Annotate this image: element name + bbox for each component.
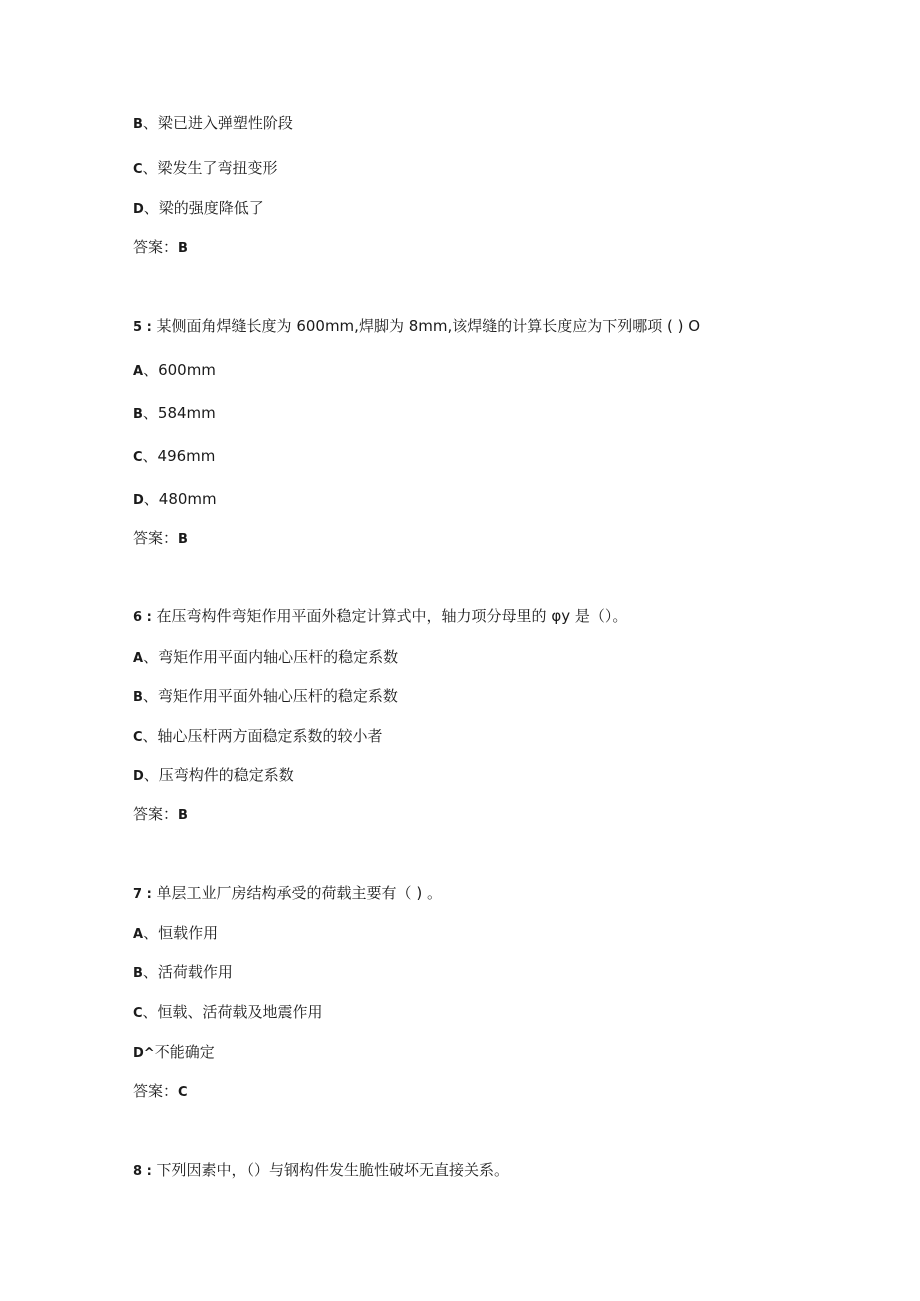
line-prefix: B <box>133 117 143 132</box>
line-text: 、梁已进入弹塑性阶段 <box>142 114 293 132</box>
line-prefix: B <box>133 690 143 705</box>
line-prefix: A <box>133 927 144 942</box>
line-text: 、梁发生了弯扭变形 <box>142 159 278 177</box>
text-line <box>133 113 293 135</box>
line-prefix: D <box>133 493 144 508</box>
line-text: 、活荷载作用 <box>142 963 233 981</box>
line-prefix: 8 : <box>133 1164 152 1179</box>
text-line <box>133 726 383 748</box>
text-line <box>133 198 264 220</box>
line-text: 、弯矩作用平面内轴心压杆的稳定系数 <box>143 648 399 666</box>
line-prefix: A <box>133 364 144 379</box>
text-line <box>133 883 442 905</box>
line-text: 某侧面角焊缝长度为 600mm,焊脚为 8mm,该焊缝的计算长度应为下列哪项 ( ) O <box>151 317 701 335</box>
text-line <box>133 446 215 468</box>
line-prefix: B <box>133 966 143 981</box>
line-text: 、压弯构件的稳定系数 <box>143 766 294 784</box>
line-prefix: C <box>133 730 143 745</box>
text-line <box>133 804 188 826</box>
line-text: 、恒载作用 <box>143 924 219 942</box>
line-prefix: A <box>133 651 144 666</box>
line-prefix: D <box>133 769 144 784</box>
text-line <box>133 403 216 425</box>
line-text: 单层工业厂房结构承受的荷载主要有（ ) 。 <box>151 884 442 902</box>
line-prefix: D^ <box>133 1046 155 1061</box>
text-line <box>133 528 188 550</box>
line-text: 、梁的强度降低了 <box>143 199 264 217</box>
line-prefix: C <box>133 162 143 177</box>
text-line <box>133 1042 215 1064</box>
line-text: 、弯矩作用平面外轴心压杆的稳定系数 <box>142 687 398 705</box>
line-prefix: 答案： <box>133 1082 179 1100</box>
line-prefix: D <box>133 202 144 217</box>
line-text: 不能确定 <box>154 1043 215 1061</box>
text-line <box>133 1002 323 1024</box>
text-line <box>133 1160 509 1182</box>
text-line <box>133 765 294 787</box>
line-text: 、480mm <box>143 490 217 508</box>
line-prefix: 7 : <box>133 887 152 902</box>
line-prefix: 答案： <box>133 805 179 823</box>
text-line <box>133 606 627 628</box>
line-prefix: 答案： <box>133 238 179 256</box>
text-line <box>133 923 218 945</box>
line-text: 在压弯构件弯矩作用平面外稳定计算式中，轴力项分母里的 φy 是（）。 <box>151 607 628 625</box>
text-line <box>133 237 188 259</box>
text-line <box>133 316 700 338</box>
line-text: B <box>178 808 188 823</box>
line-prefix: 5 : <box>133 320 152 335</box>
text-line <box>133 158 278 180</box>
text-line <box>133 647 398 669</box>
text-line <box>133 686 398 708</box>
text-line <box>133 1081 188 1103</box>
line-prefix: C <box>133 450 143 465</box>
line-prefix: B <box>133 407 143 422</box>
line-text: C <box>178 1085 188 1100</box>
text-line <box>133 489 217 511</box>
line-prefix: 答案： <box>133 529 179 547</box>
line-prefix: C <box>133 1006 143 1021</box>
text-line <box>133 360 216 382</box>
line-text: 、轴心压杆两方面稳定系数的较小者 <box>142 727 383 745</box>
line-text: 、恒载、活荷载及地震作用 <box>142 1003 323 1021</box>
line-text: B <box>178 532 188 547</box>
line-text: 、584mm <box>142 404 216 422</box>
text-line <box>133 962 233 984</box>
line-prefix: 6 : <box>133 610 152 625</box>
line-text: B <box>178 241 188 256</box>
line-text: 、496mm <box>142 447 216 465</box>
line-text: 下列因素中，（）与钢构件发生脆性破坏无直接关系。 <box>151 1161 510 1179</box>
line-text: 、600mm <box>143 361 216 379</box>
